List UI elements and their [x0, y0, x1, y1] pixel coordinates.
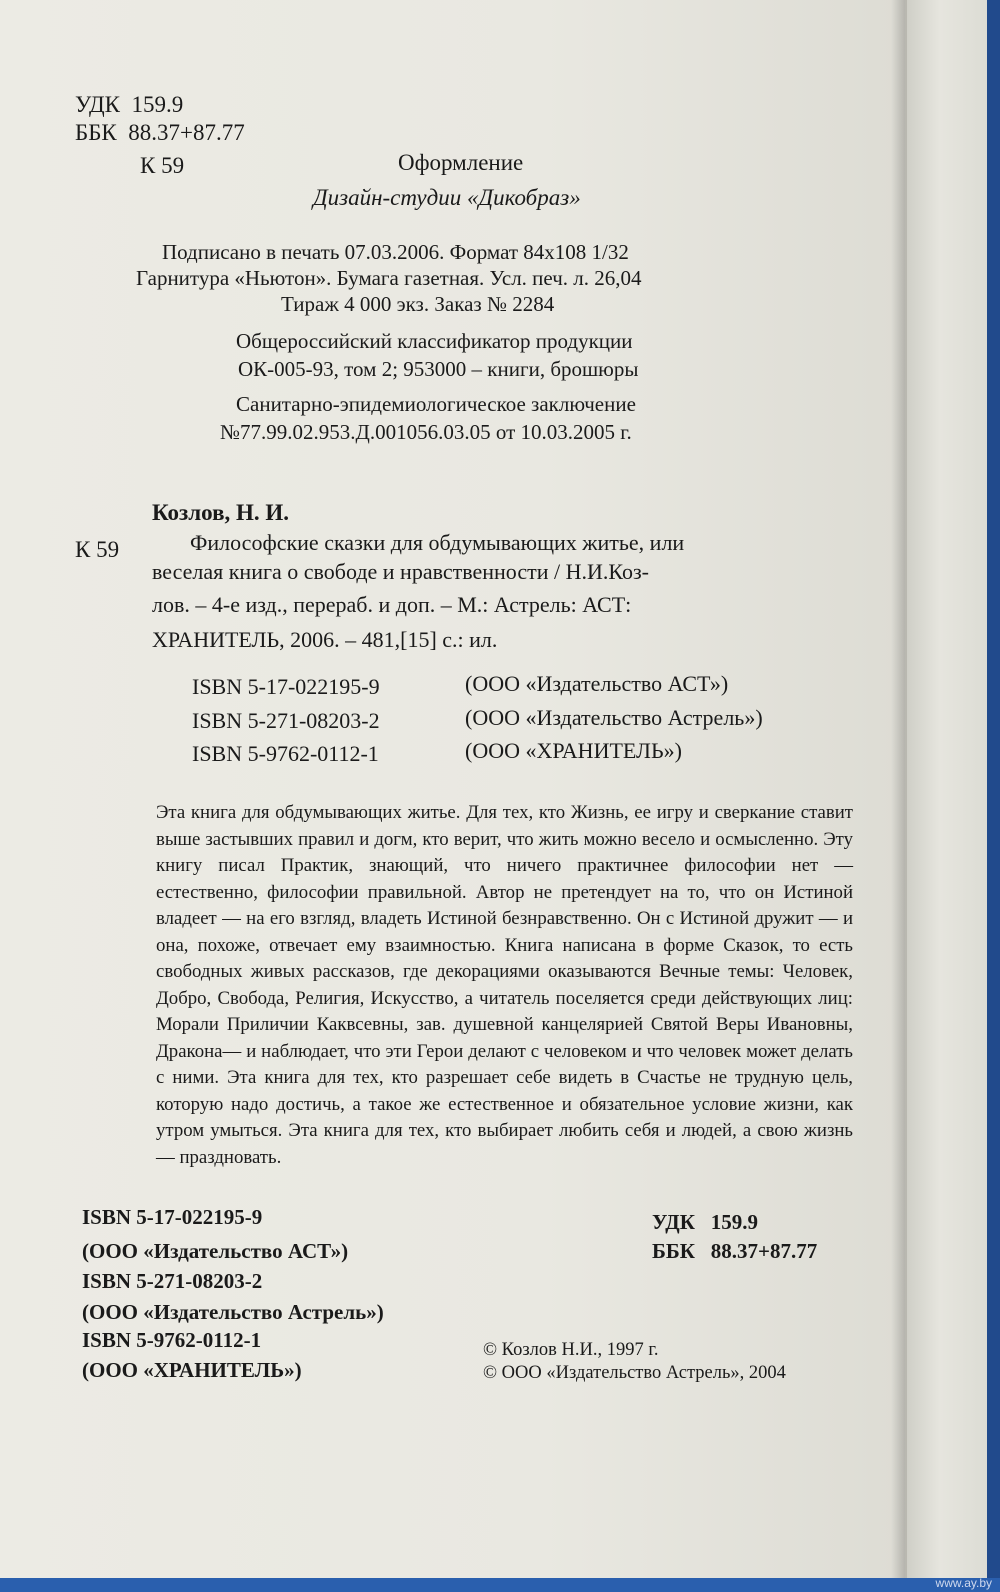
udk-label: УДК	[75, 92, 120, 117]
footer-udk	[652, 1210, 758, 1235]
bbk-value: 88.37+87.77	[128, 120, 245, 145]
catalog-line: ХРАНИТЕЛЬ, 2006. – 481,[15] с.: ил.	[152, 627, 498, 652]
isbn-number: ISBN 5-17-022195-9	[192, 674, 380, 699]
isbn-publisher: (ООО «Издательство АСТ»)	[465, 671, 729, 696]
cover-edge	[987, 0, 1000, 1592]
design-studio: Дизайн-студии «Дикобраз»	[313, 185, 581, 210]
footer-bbk-value: 88.37+87.77	[710, 1239, 818, 1263]
footer-isbn-line: ISBN 5-9762-0112-1	[82, 1328, 262, 1352]
udk-header	[75, 92, 183, 118]
catalog-line: лов. – 4-е изд., перераб. и доп. – М.: Астрель: АСТ:	[152, 592, 632, 617]
footer-bbk-label: ББК	[652, 1239, 695, 1263]
classifier-line: Общероссийский классификатор продукции	[236, 329, 633, 353]
copyright-line: © ООО «Издательство Астрель», 2004	[483, 1363, 786, 1383]
footer-bbk	[652, 1239, 817, 1264]
imprint-line: Тираж 4 000 экз. Заказ № 2284	[281, 292, 555, 316]
footer-udk-label: УДК	[652, 1210, 695, 1234]
catalog-author: Козлов, Н. И.	[152, 500, 290, 525]
catalog-line: Философские сказки для обдумывающих житье, или	[190, 530, 685, 555]
watermark: www.ay.by	[935, 1576, 992, 1590]
sanitary-line: Санитарно-эпидемиологическое заключение	[236, 392, 636, 416]
isbn-publisher: (ООО «Издательство Астрель»)	[465, 705, 763, 730]
isbn-publisher: (ООО «ХРАНИТЕЛЬ»)	[465, 738, 682, 763]
author-mark-header: К 59	[140, 153, 185, 178]
footer-isbn-line: (ООО «Издательство Астрель»)	[82, 1300, 384, 1324]
footer-isbn-line: ISBN 5-17-022195-9	[82, 1205, 263, 1229]
cover-bottom-edge	[0, 1578, 1000, 1592]
imprint-line: Гарнитура «Ньютон». Бумага газетная. Усл. печ. л. 26,04	[136, 266, 642, 290]
bbk-label: ББК	[75, 120, 117, 145]
sanitary-line: №77.99.02.953.Д.001056.03.05 от 10.03.2005 г.	[220, 420, 632, 444]
adjacent-page-edge	[905, 0, 989, 1578]
footer-isbn-line: (ООО «ХРАНИТЕЛЬ»)	[82, 1358, 302, 1382]
catalog-line: веселая книга о свободе и нравственности / Н.И.Коз-	[152, 559, 649, 584]
footer-isbn-line: (ООО «Издательство АСТ»)	[82, 1239, 349, 1263]
copyright-line: © Козлов Н.И., 1997 г.	[483, 1340, 659, 1360]
isbn-number: ISBN 5-9762-0112-1	[192, 741, 379, 766]
footer-udk-value: 159.9	[710, 1210, 758, 1234]
imprint-line: Подписано в печать 07.03.2006. Формат 84x108 1/32	[162, 240, 629, 264]
catalog-mark: К 59	[75, 537, 120, 562]
page-gutter-shadow	[891, 0, 905, 1578]
bbk-header	[75, 120, 245, 146]
design-title: Оформление	[398, 150, 524, 175]
footer-isbn-line: ISBN 5-271-08203-2	[82, 1269, 263, 1293]
annotation-text: Эта книга для обдумывающих житье. Для тех, кто Жизнь, ее игру и сверкание ставит выше застывших правил и догм, кто верит, что жить можно весело и осмысленно. Эту книгу писал Практик, знающий, что ничего практичнее философии нет — естественно, философии правильной. Автор не претендует на то, что он Истиной владеет — на его взгляд, владеть Истиной безнравственно. Он с Истиной дружит — и она, похоже, отвечает ему взаимностью. Книга написана в форме Сказок, то есть свободных живых рассказов, где декорациями оказываются Вечные темы: Человек, Добро, Свобода, Религия, Искусство, а читатель поселяется среди действующих лиц: Морали Приличии Каквсевны, зав. душевной канцелярией Святой Веры Ивановны, Дракона— и наблюдает, что эти Герои делают с человеком и что человек может делать с ними. Эта книга для тех, кто разрешает себе видеть в Счастье не трудную цель, которую надо достичь, а такое же естественное и обязательное условие жизни, как утром умыться. Эта книга для тех, кто выбирает любить себя и людей, а свою жизнь — праздновать.	[156, 802, 853, 1168]
isbn-number: ISBN 5-271-08203-2	[192, 708, 380, 733]
classifier-line: ОК-005-93, том 2; 953000 – книги, брошюры	[238, 357, 639, 381]
udk-value: 159.9	[131, 92, 184, 117]
